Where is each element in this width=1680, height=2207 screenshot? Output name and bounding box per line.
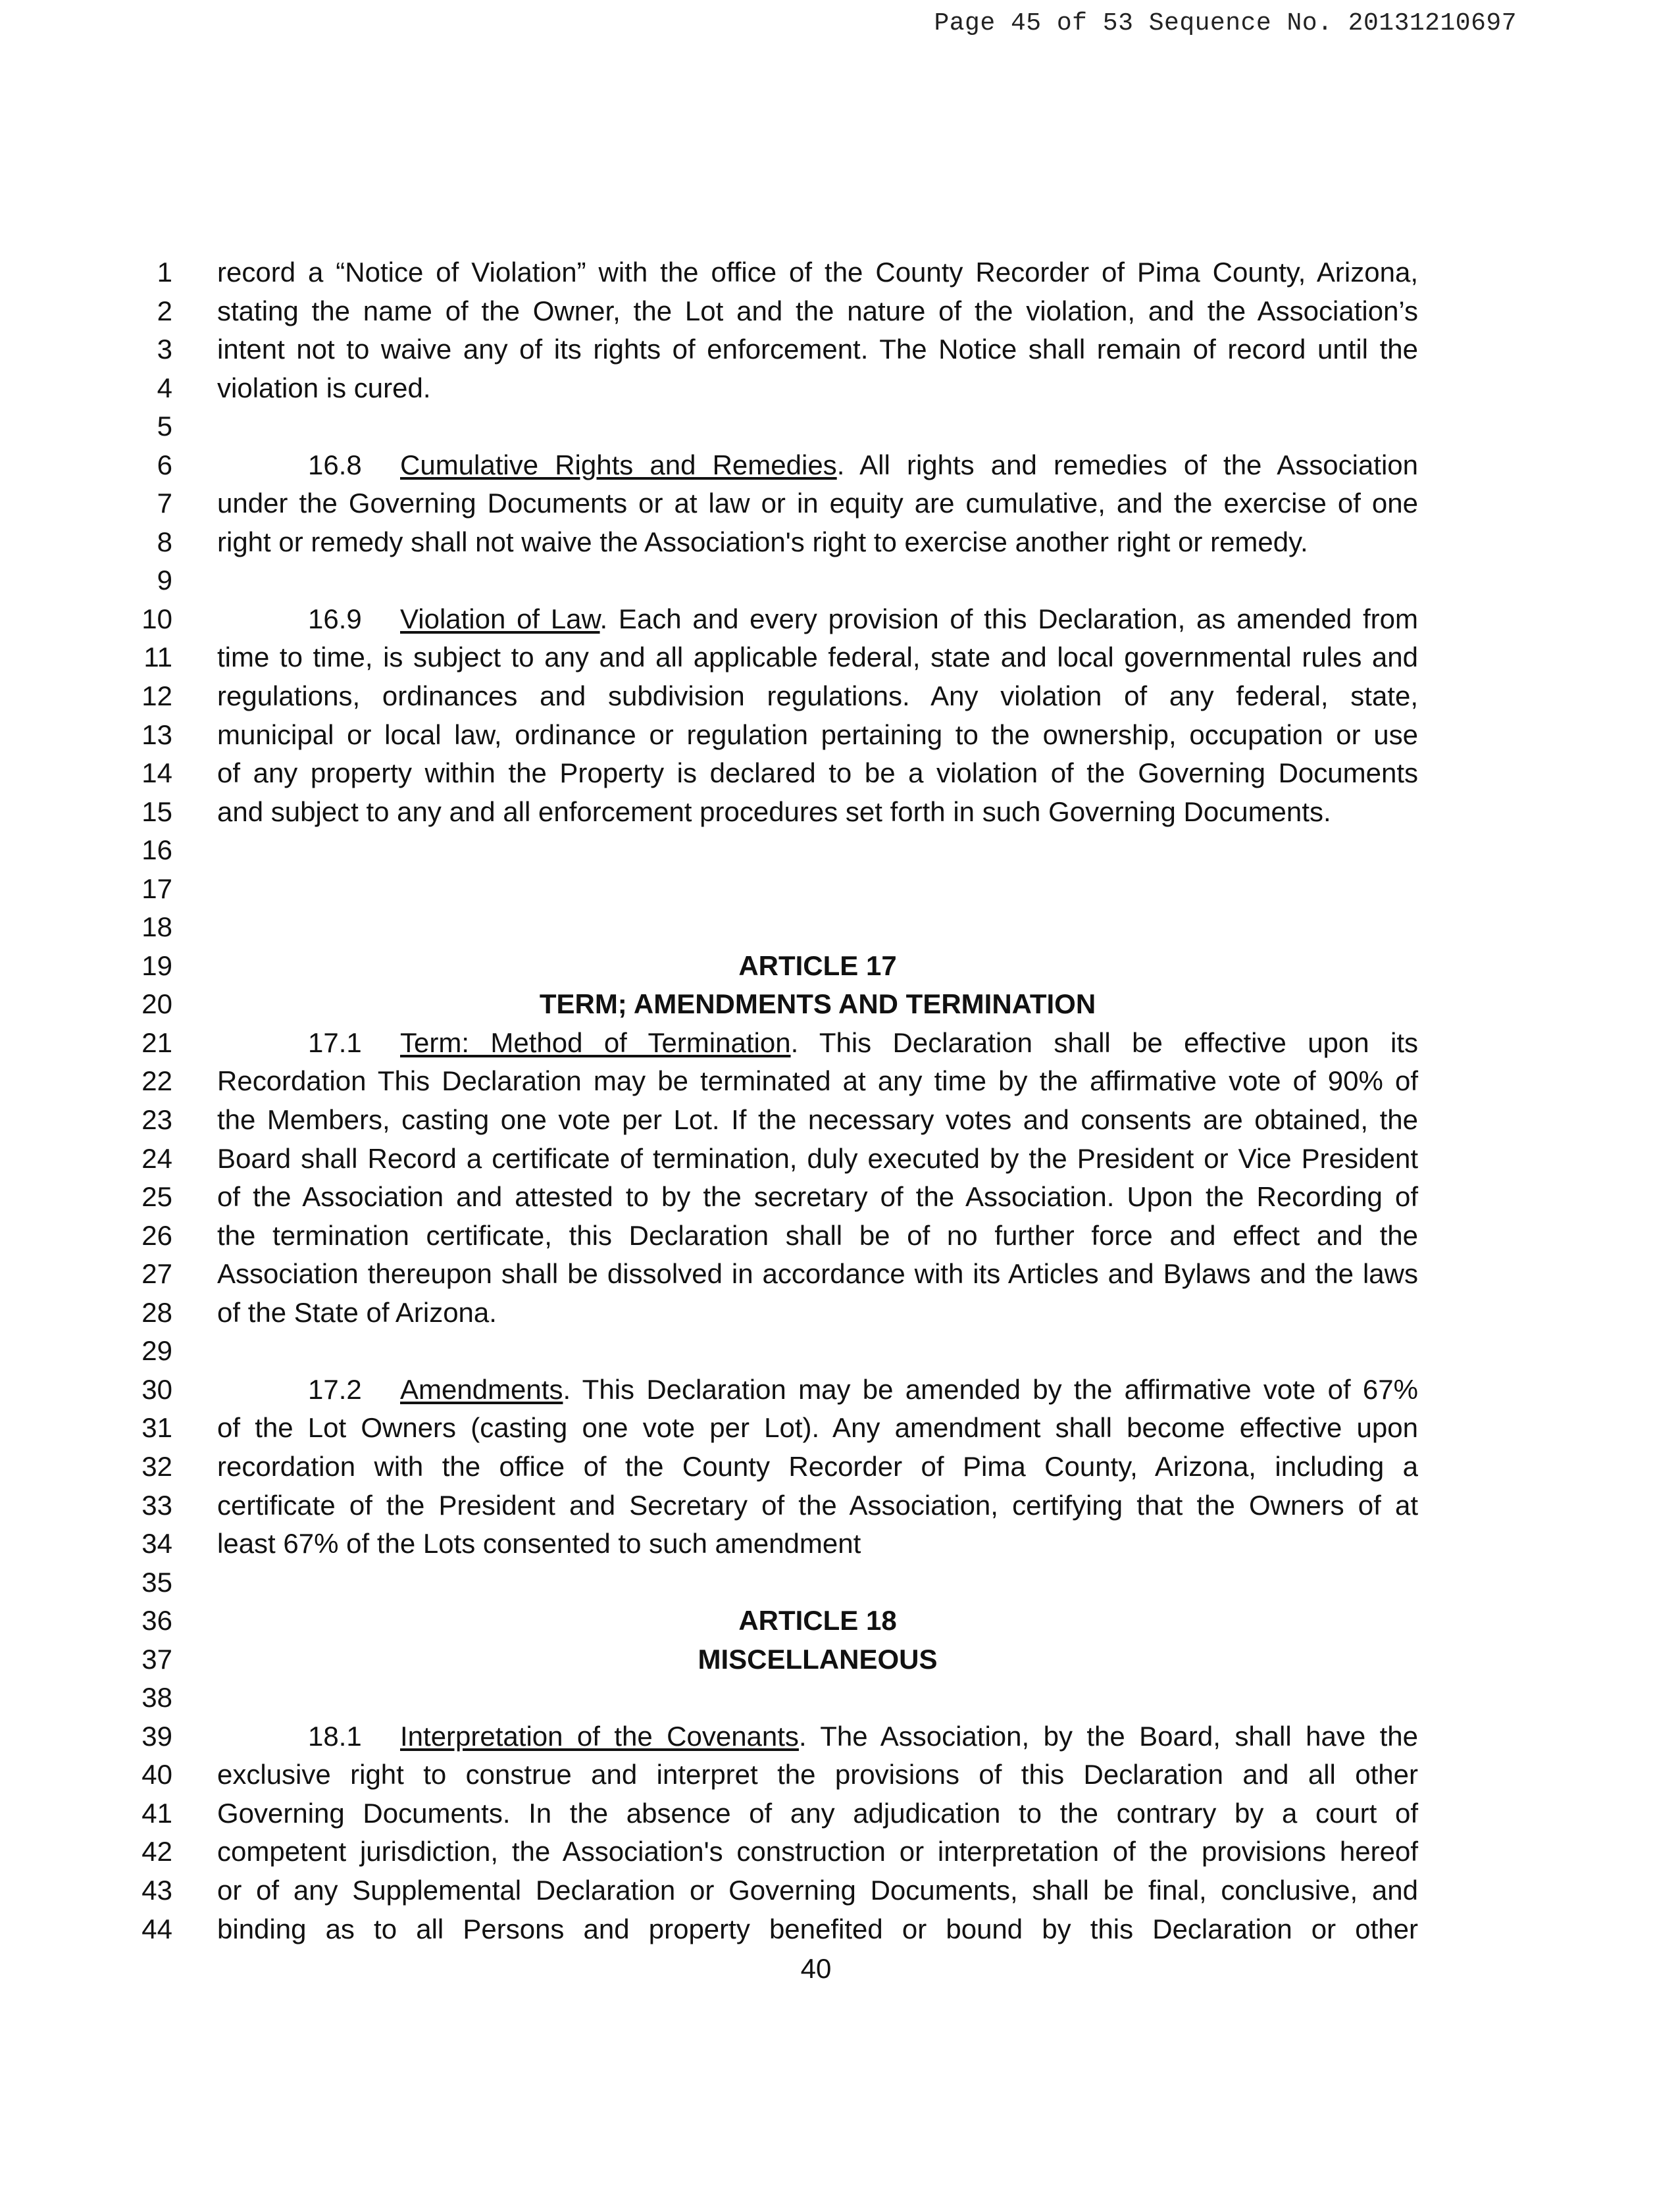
line-number: 16 — [141, 834, 172, 866]
document-line — [0, 1332, 1680, 1371]
line-number: 15 — [141, 796, 172, 827]
section-title: Term: Method of Termination — [400, 1027, 791, 1058]
line-number: 18 — [141, 911, 172, 943]
document-line — [0, 1101, 1680, 1140]
line-number: 4 — [157, 372, 172, 403]
line-number: 35 — [141, 1566, 172, 1598]
line-number: 32 — [141, 1450, 172, 1482]
section-start-line — [308, 1717, 1418, 1756]
line-number: 10 — [141, 603, 172, 634]
line-text: of the State of Arizona. — [217, 1296, 497, 1328]
line-number: 1 — [157, 257, 172, 288]
section-text: . Each and every provision of this Declaration, as amended from — [599, 603, 1418, 634]
section-title: Amendments — [400, 1373, 563, 1405]
section-number: 17.1 — [308, 1027, 362, 1058]
line-number: 33 — [141, 1489, 172, 1521]
document-line — [0, 1448, 1680, 1486]
section-start-line — [308, 1024, 1418, 1063]
line-number: 42 — [141, 1836, 172, 1867]
line-number: 44 — [141, 1913, 172, 1944]
line-text: of the Lot Owners (casting one vote per Lot). Any amendment shall become effective upon — [217, 1412, 1418, 1444]
page-number: 40 — [800, 1953, 832, 1984]
line-number: 29 — [141, 1335, 172, 1367]
document-line — [0, 793, 1680, 832]
document-header: Page 45 of 53 Sequence No. 20131210697 — [934, 9, 1517, 38]
document-line — [0, 1371, 1680, 1409]
section-text: . All rights and remedies of the Association — [836, 449, 1419, 480]
document-line — [0, 985, 1680, 1024]
document-line — [0, 1062, 1680, 1101]
line-text: intent not to waive any of its rights of enforcement. The Notice shall remain of record until the — [217, 334, 1418, 365]
document-line — [0, 1756, 1680, 1794]
line-text: competent jurisdiction, the Association's construction or interpretation of the provisions hereof — [217, 1836, 1418, 1867]
section-text: . This Declaration shall be effective upon its — [790, 1027, 1419, 1058]
document-line — [0, 446, 1680, 485]
line-number: 36 — [141, 1605, 172, 1636]
line-text: Recordation This Declaration may be terminated at any time by the affirmative vote of 90% of — [217, 1065, 1418, 1097]
line-text: recordation with the office of the County Recorder of Pima County, Arizona, including a — [217, 1450, 1418, 1482]
section-title: Cumulative Rights and Remedies — [400, 449, 837, 480]
line-text: Association thereupon shall be dissolved in accordance with its Articles and Bylaws and the laws — [217, 1258, 1418, 1290]
document-line — [0, 1294, 1680, 1332]
line-number: 41 — [141, 1797, 172, 1829]
article-heading: ARTICLE 18 — [738, 1605, 897, 1636]
line-text: and subject to any and all enforcement procedures set forth in such Governing Documents. — [217, 796, 1331, 827]
line-text: record a “Notice of Violation” with the office of the County Recorder of Pima County, Arizona, — [217, 257, 1418, 288]
line-number: 8 — [157, 526, 172, 557]
line-number: 5 — [157, 411, 172, 442]
line-number: 13 — [141, 719, 172, 750]
document-line — [0, 1717, 1680, 1756]
document-line — [0, 1910, 1680, 1949]
document-line — [0, 484, 1680, 523]
document-line — [0, 523, 1680, 562]
line-number: 28 — [141, 1296, 172, 1328]
article-heading: MISCELLANEOUS — [698, 1643, 938, 1675]
document-line — [0, 1640, 1680, 1679]
document-line — [0, 1217, 1680, 1256]
line-number: 20 — [141, 988, 172, 1020]
line-text: regulations, ordinances and subdivision regulations. Any violation of any federal, state, — [217, 680, 1418, 712]
line-text: exclusive right to construe and interpret the provisions of this Declaration and all other — [217, 1759, 1418, 1790]
section-text: . This Declaration may be amended by the affirmative vote of 67% — [563, 1373, 1418, 1405]
section-number: 17.2 — [308, 1373, 362, 1405]
line-text: of the Association and attested to by the secretary of the Association. Upon the Recording of — [217, 1181, 1418, 1213]
section-start-line — [308, 446, 1418, 485]
line-number: 39 — [141, 1720, 172, 1752]
document-line — [0, 407, 1680, 446]
line-number: 23 — [141, 1104, 172, 1136]
document-line — [0, 561, 1680, 600]
section-title: Violation of Law — [400, 603, 600, 634]
document-line — [0, 908, 1680, 947]
section-number: 18.1 — [308, 1720, 362, 1752]
document-line — [0, 638, 1680, 677]
line-text: or of any Supplemental Declaration or Governing Documents, shall be final, conclusive, and — [217, 1874, 1418, 1906]
document-line — [0, 1525, 1680, 1563]
document-line — [0, 1486, 1680, 1525]
line-number: 6 — [157, 449, 172, 480]
section-number: 16.9 — [308, 603, 362, 634]
line-number: 12 — [141, 680, 172, 712]
line-text: binding as to all Persons and property benefited or bound by this Declaration or other — [217, 1913, 1418, 1944]
line-number: 21 — [141, 1027, 172, 1058]
line-text: Board shall Record a certificate of termination, duly executed by the President or Vice President — [217, 1142, 1418, 1174]
document-line — [0, 253, 1680, 292]
document-line — [0, 754, 1680, 793]
document-line — [0, 1024, 1680, 1063]
article-heading: ARTICLE 17 — [738, 950, 897, 981]
line-number: 40 — [141, 1759, 172, 1790]
line-number: 38 — [141, 1682, 172, 1713]
line-number: 30 — [141, 1373, 172, 1405]
document-line — [0, 1602, 1680, 1640]
document-line — [0, 1679, 1680, 1717]
document-body — [0, 253, 1680, 1948]
document-line — [0, 677, 1680, 716]
line-number: 14 — [141, 757, 172, 789]
section-start-line — [308, 600, 1418, 639]
line-number: 22 — [141, 1065, 172, 1097]
line-number: 2 — [157, 295, 172, 326]
line-text: the Members, casting one vote per Lot. If the necessary votes and consents are obtained, the — [217, 1104, 1418, 1136]
document-line — [0, 870, 1680, 909]
line-number: 26 — [141, 1219, 172, 1251]
document-line — [0, 330, 1680, 369]
line-number: 9 — [157, 565, 172, 596]
line-number: 25 — [141, 1181, 172, 1213]
document-line — [0, 716, 1680, 755]
line-number: 24 — [141, 1142, 172, 1174]
document-line — [0, 1563, 1680, 1602]
line-number: 43 — [141, 1874, 172, 1906]
document-line — [0, 1409, 1680, 1448]
line-number: 3 — [157, 334, 172, 365]
section-text: . The Association, by the Board, shall have the — [798, 1720, 1418, 1752]
document-line — [0, 831, 1680, 870]
line-number: 11 — [143, 642, 172, 673]
line-text: certificate of the President and Secretary of the Association, certifying that the Owners of at — [217, 1489, 1418, 1521]
document-line — [0, 1794, 1680, 1833]
document-line — [0, 1178, 1680, 1217]
line-text: violation is cured. — [217, 372, 431, 403]
line-text: least 67% of the Lots consented to such amendment — [217, 1528, 861, 1560]
document-line — [0, 1255, 1680, 1294]
line-text: Governing Documents. In the absence of any adjudication to the contrary by a court of — [217, 1797, 1418, 1829]
line-number: 31 — [141, 1412, 172, 1444]
line-number: 34 — [141, 1528, 172, 1560]
document-line — [0, 369, 1680, 408]
line-text: under the Governing Documents or at law or in equity are cumulative, and the exercise of one — [217, 488, 1418, 519]
section-number: 16.8 — [308, 449, 362, 480]
document-line — [0, 292, 1680, 331]
line-text: stating the name of the Owner, the Lot and the nature of the violation, and the Association’s — [217, 295, 1418, 326]
line-number: 17 — [141, 873, 172, 904]
line-text: municipal or local law, ordinance or regulation pertaining to the ownership, occupation or use — [217, 719, 1418, 750]
document-line — [0, 600, 1680, 639]
line-number: 7 — [157, 488, 172, 519]
line-number: 37 — [141, 1643, 172, 1675]
section-title: Interpretation of the Covenants — [400, 1720, 799, 1752]
section-start-line — [308, 1371, 1418, 1409]
line-text: the termination certificate, this Declaration shall be of no further force and effect and the — [217, 1219, 1418, 1251]
document-line — [0, 1833, 1680, 1871]
line-number: 27 — [141, 1258, 172, 1290]
document-line — [0, 1140, 1680, 1179]
line-text: of any property within the Property is declared to be a violation of the Governing Documents — [217, 757, 1418, 789]
article-heading: TERM; AMENDMENTS AND TERMINATION — [539, 988, 1096, 1020]
document-line — [0, 1871, 1680, 1910]
document-line — [0, 947, 1680, 986]
line-text: right or remedy shall not waive the Association's right to exercise another right or remedy. — [217, 526, 1308, 557]
line-number: 19 — [141, 950, 172, 981]
line-text: time to time, is subject to any and all applicable federal, state and local governmental rules and — [217, 642, 1418, 673]
